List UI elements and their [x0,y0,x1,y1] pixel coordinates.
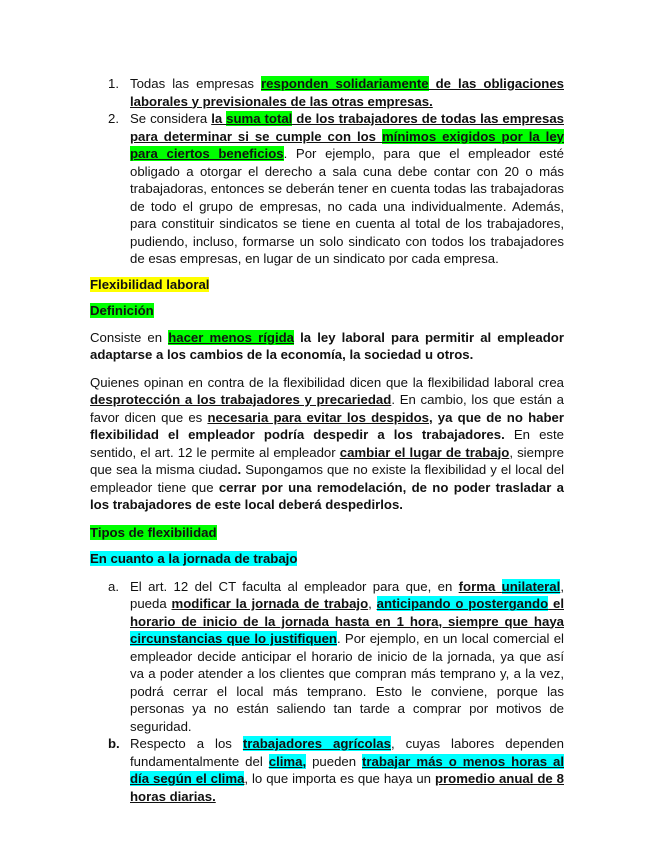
list-number: 2. [108,111,119,126]
highlighted-text: clima, [268,753,307,769]
bold-underlined-text: desprotección a los trabajadores y precariedad [90,392,392,407]
list-item-2 [90,110,564,268]
text: , lo que importa es que haya un [244,771,435,786]
highlighted-text: anticipando o postergando [376,596,549,611]
text: , [368,596,377,611]
section-heading-jornada: En cuanto a la jornada de trabajo [90,551,298,566]
highlighted-text: trabajar más o menos horas al día según el clima [130,753,564,786]
bold-text: . [237,462,242,477]
section-heading-tipos: Tipos de flexibilidad [90,524,217,540]
text: . Por ejemplo, en un local comercial el empleador decide anticipar el horario de inicio de la jornada, ya que así va a poder atender a los clientes que compran más temprano y, a la vez, podrá cerrar el local más temprano. Esto le conviene, porque las personas ya no están saliendo tan tarde a comprar por motivos de seguridad. [130,631,564,734]
list-item-1 [90,75,564,110]
highlighted-text: suma total [226,111,293,126]
text: Consiste en [90,329,169,345]
text: pueden [306,753,363,769]
bold-text: , ya que de no haber flexibilidad el empleador podría despedir a los trabajadores. [90,409,564,442]
text: . En cambio, los que están a favor dicen que es [90,392,564,425]
text: Se considera [130,111,212,126]
bold-text: la ley laboral para permitir al empleador adaptarse a los cambios de la economía, la sociedad u otros. [90,329,564,362]
section-heading-flexibilidad: Flexibilidad laboral [90,276,210,292]
bold-underlined-text: forma [458,578,502,594]
text: Supongamos que no existe la flexibilidad y el local del empleador tiene que [90,462,564,495]
list-number: 1. [108,76,119,91]
bold-text: cerrar por una remodelación, de no poder trasladar a los trabajadores de este local deberá despedirlos. [90,479,564,512]
highlighted-text: mínimos exigidos por la ley para ciertos beneficios [130,128,564,161]
section-heading-definicion: Definición [90,303,154,318]
list-item-a [90,578,564,736]
highlighted-text: circunstancias que lo justifiquen [130,631,337,646]
list-letter: a. [108,578,119,594]
text: , siempre que sea la misma ciudad [90,444,564,477]
highlighted-text: hacer menos rígida [168,329,295,345]
text: , pueda [130,578,564,611]
bold-underlined-text: cambiar el lugar de trabajo [339,444,510,460]
list-item-b [90,735,564,805]
bold-underlined-text: necesaria para evitar los despidos [207,409,429,425]
numbered-list [90,75,564,268]
list-letter: b. [108,736,120,751]
bold-underlined-text: de los trabajadores de todas las empresas para determinar si se cumple con los [130,111,564,144]
highlighted-text: unilateral [501,578,561,594]
definition-paragraph [90,329,564,364]
flexibility-paragraph [90,374,564,514]
document-body [90,75,564,805]
highlighted-text: trabajadores agrícolas [242,736,391,751]
text: . Por ejemplo, para que el empleador esté obligado a otorgar el derecho a sala cuna debe contar con 20 o más trabajadoras, entonces se deberán tener en cuenta todas las trabajadoras de todo el grupo de empresas, no cada una individualmente. Además, para constituir sindicatos se tiene en cuenta al total de los trabajadores, pudiendo, incluso, formarse un solo sindicato con todos los trabajadores de esas empresas, en lugar de un sindicato por cada empresa. [130,146,564,266]
lettered-list [90,578,564,806]
bold-underlined-text: el horario de inicio de la jornada hasta en 1 hora, siempre que haya [130,596,564,629]
bold-underlined-text: modificar la jornada de trabajo [171,596,369,611]
text: Quienes opinan en contra de la flexibilidad dicen que la flexibilidad laboral crea [90,374,564,390]
text: , cuyas labores dependen fundamentalmente del [130,736,564,769]
text: Todas las empresas [130,76,262,91]
text: El art. 12 del CT faculta al empleador para que, en [130,578,459,594]
bold-underlined-text: de las obligaciones laborales y previsionales de las otras empresas. [130,76,564,109]
text: Respecto a los [130,736,243,751]
bold-underlined-text: la [211,111,227,126]
bold-underlined-text: promedio anual de 8 horas diarias. [130,771,564,804]
highlighted-text: responden solidariamente [261,76,429,91]
text: En este sentido, el art. 12 le permite al empleador [90,427,565,460]
